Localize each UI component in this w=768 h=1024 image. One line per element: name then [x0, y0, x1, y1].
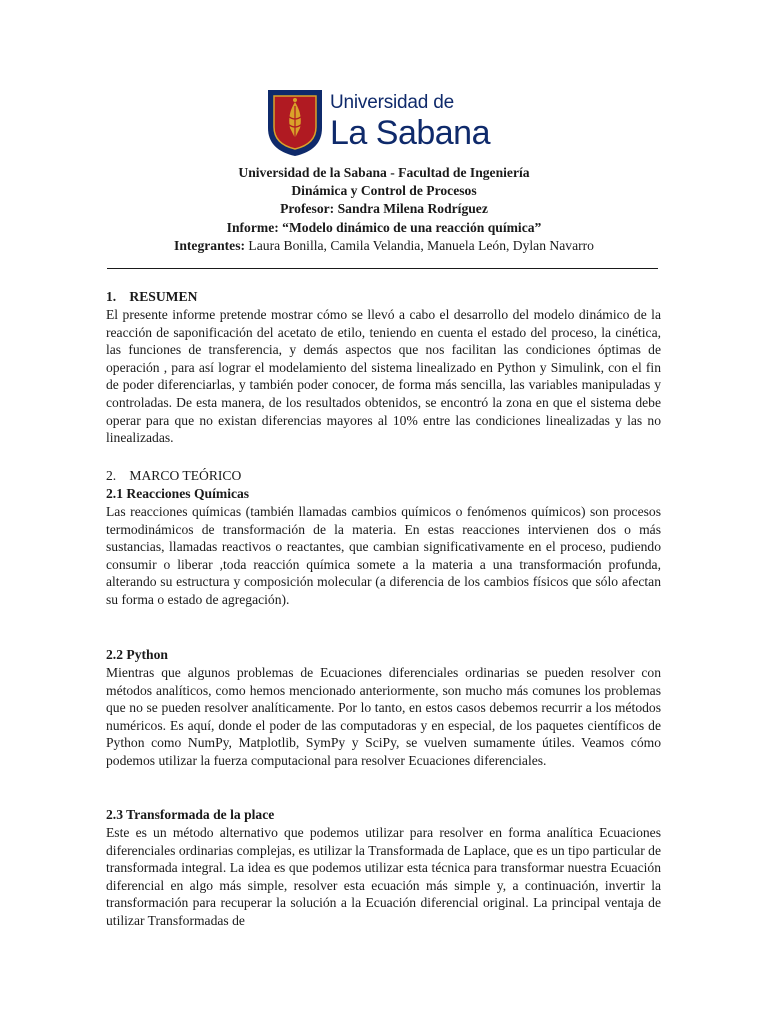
section-number: 2.	[106, 468, 117, 483]
reacciones-paragraph: Las reacciones químicas (también llamadas cambios químicos o fenómenos químicos) son procesos termodinámicos de transformación de la materia. En estas reacciones intervienen dos o más sustancias, llamadas reactivos o reactantes, que cambian significativamente en el proceso, pudiendo consumir o liberar ,toda reacción química somete a la materia a una transformación profunda, alterando su estructura y composición molecular (a diferencia de los cambios físicos que sólo afectan su forma o estado de agregación).	[106, 504, 661, 607]
members-list: Laura Bonilla, Camila Velandia, Manuela León, Dylan Navarro	[245, 237, 594, 253]
section-heading	[106, 467, 661, 485]
header-course: Dinámica y Control de Procesos	[291, 183, 477, 199]
subsection-title: 2.2 Python	[106, 647, 168, 662]
header-report-title: Informe: “Modelo dinámico de una reacción química”	[226, 219, 542, 235]
members-label: Integrantes:	[174, 237, 246, 253]
header-professor: Profesor: Sandra Milena Rodríguez	[280, 201, 488, 217]
subsection-title: 2.1 Reacciones Químicas	[106, 486, 250, 501]
header-divider	[107, 268, 658, 269]
section-number: 1.	[106, 289, 117, 304]
resumen-paragraph: El presente informe pretende mostrar cómo se llevó a cabo el desarrollo del modelo dinámico de la reacción de saponificación del acetato de etilo, teniendo en cuenta el estado del proceso, la cinética, las funciones de transferencia, y demás aspectos que nos facilitan las condiciones óptimas de operación , para así lograr el modelamiento del sistema linealizado en Python y Simulink, con el fin de poder diferenciarlas, y también poder conocer, de forma más sencilla, las variables manipuladas y controladas. De esta manera, de los resultados obtenidos, se encontró la zona en que el sistema debe operar para que no existan diferencias mayores al 10% entre las condiciones linealizadas y las no linealizadas.	[106, 307, 661, 446]
python-paragraph: Mientras que algunos problemas de Ecuaciones diferenciales ordinarias se pueden resolver con métodos analíticos, como hemos mencionado anteriormente, son mucho más comunes los problemas que no se pueden resolver analíticamente. Por lo tanto, en estos casos debemos recurrir a los métodos numéricos. Es aquí, donde el poder de las computadoras y en especial, de los paquetes científicos de Python como NumPy, Matplotlib, SymPy y SciPy, se vuelven sumamente útiles. Veamos cómo podemos utilizar la fuerza computacional para resolver Ecuaciones diferenciales.	[106, 665, 661, 768]
section-title: RESUMEN	[129, 289, 198, 304]
section-marco-teorico	[106, 467, 661, 609]
logo-wordmark	[330, 92, 490, 151]
university-logo	[266, 88, 490, 158]
subsection-laplace	[106, 806, 661, 930]
subsection-python	[106, 646, 661, 770]
laplace-paragraph: Este es un método alternativo que podemos utilizar para resolver en forma analítica Ecuaciones diferenciales ordinarias complejas, es utilizar la Transformada de Laplace, que es un tipo particular de transformada integral. La idea es que podemos utilizar esta técnica para transformar nuestra Ecuación diferencial en algo más simple, resolver esta ecuación más simple y, a continuación, invertir la transformación para recuperar la solución a la Ecuación diferencial original. La principal ventaja de utilizar Transformadas de	[106, 825, 661, 928]
section-title: MARCO TEÓRICO	[129, 468, 242, 483]
section-resumen	[106, 288, 661, 447]
header-members	[100, 237, 668, 255]
header-university: Universidad de la Sabana - Facultad de Ingeniería	[238, 165, 530, 180]
section-heading	[106, 288, 661, 306]
subsection-title: 2.3 Transformada de la place	[106, 807, 275, 822]
logo-line-2: La Sabana	[330, 114, 490, 152]
logo-line-1: Universidad de	[330, 92, 454, 113]
university-shield-icon	[266, 88, 324, 158]
document-header	[100, 164, 668, 255]
